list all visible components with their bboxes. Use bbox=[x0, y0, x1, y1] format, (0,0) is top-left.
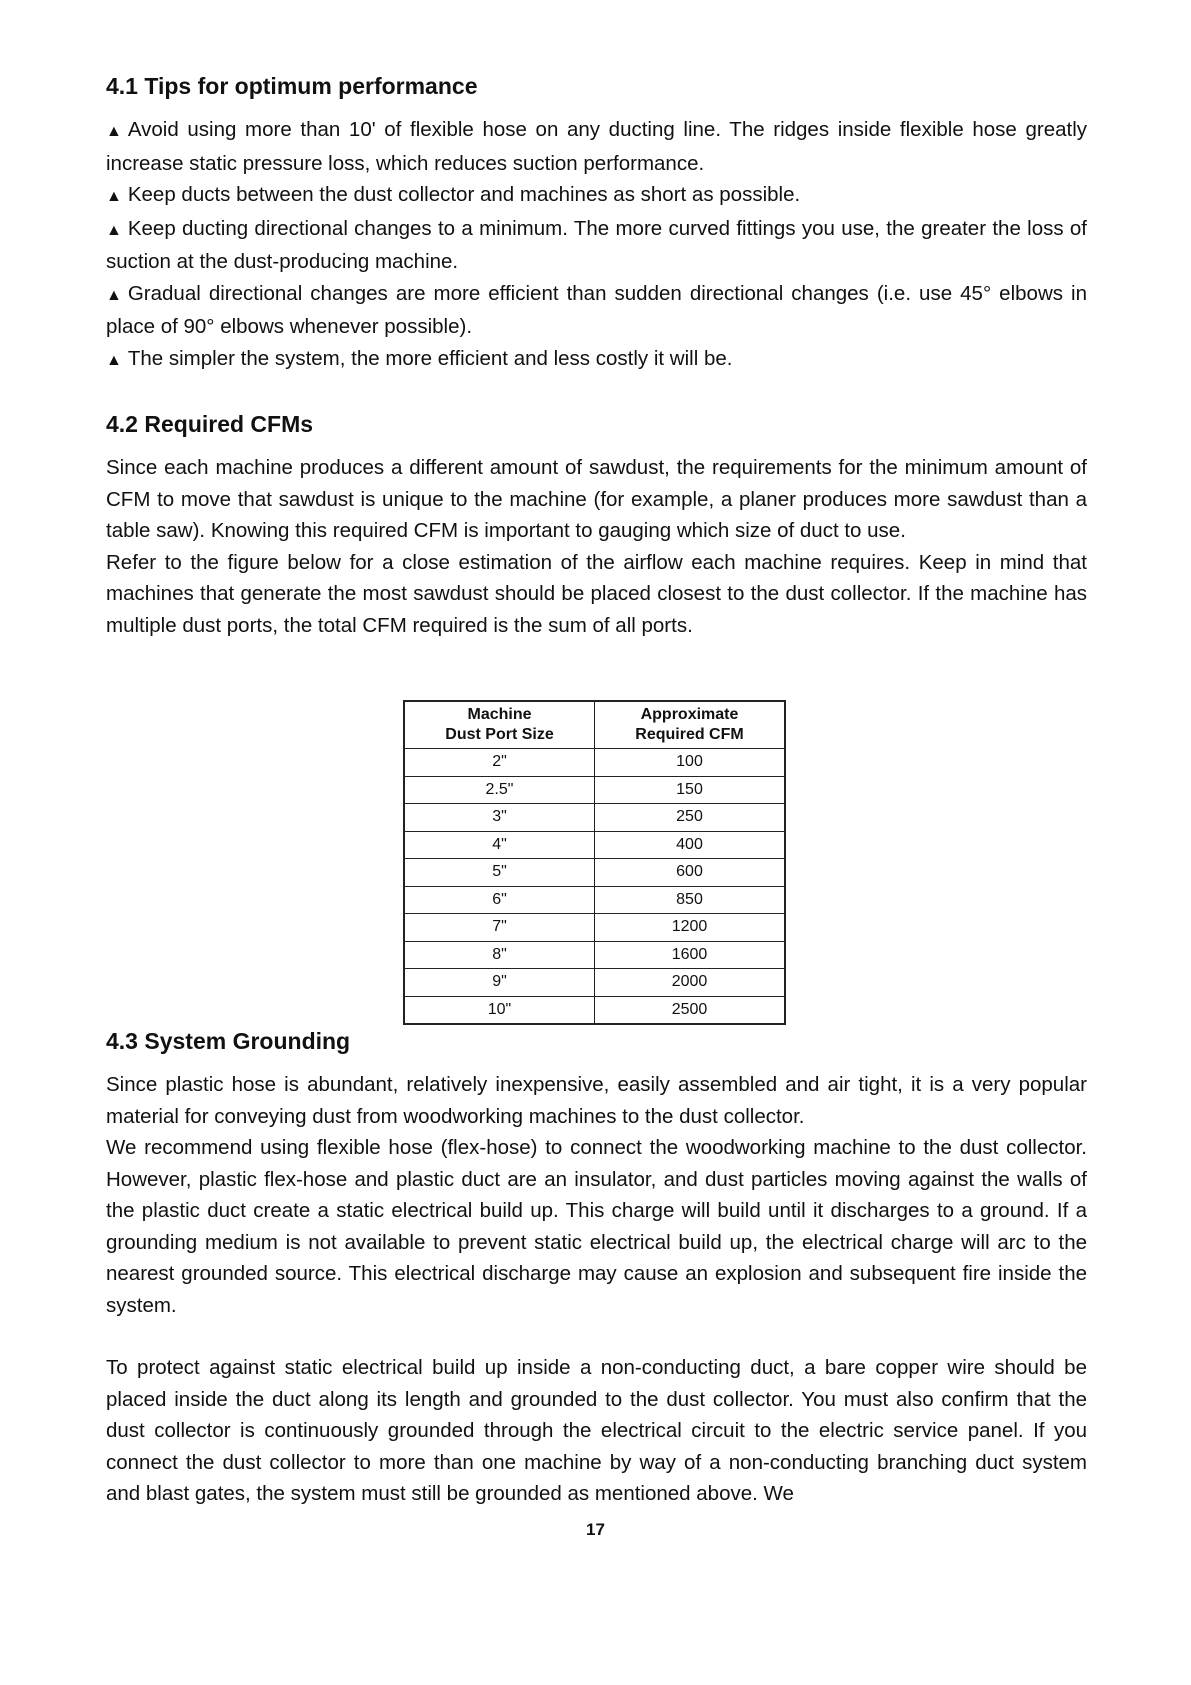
cfm-table bbox=[403, 700, 786, 1025]
page-number: 17 bbox=[586, 1520, 605, 1539]
header-required-cfm: Approximate Required CFM bbox=[595, 701, 786, 749]
cfm-paragraph: Since each machine produces a different amount of sawdust, the requirements for the minimum amount of CFM to move that sawdust is unique to the machine (for example, a planer produces more sawdust than a table saw). Knowing this required CFM is important to gauging which size of duct to use. bbox=[106, 456, 1087, 542]
triangle-bullet-icon: ▲ bbox=[106, 221, 122, 239]
table-row bbox=[404, 996, 785, 1024]
triangle-bullet-icon: ▲ bbox=[106, 286, 122, 304]
table-row bbox=[404, 969, 785, 997]
header-port-size: Machine Dust Port Size bbox=[404, 701, 595, 749]
tip-text: The simpler the system, the more efficient and less costly it will be. bbox=[127, 346, 733, 370]
tip-item bbox=[106, 213, 1087, 278]
section-title-tips: 4.1 Tips for optimum performance bbox=[106, 73, 478, 99]
tip-item bbox=[106, 278, 1087, 343]
cfm-cell: 850 bbox=[595, 886, 786, 914]
cfm-cell: 1600 bbox=[595, 941, 786, 969]
tips-list bbox=[106, 114, 1087, 376]
cfm-cell: 400 bbox=[595, 831, 786, 859]
table-row bbox=[404, 941, 785, 969]
section-title-cfm: 4.2 Required CFMs bbox=[106, 411, 314, 437]
tip-item bbox=[106, 114, 1087, 179]
tip-text: Keep ducting directional changes to a minimum. The more curved fittings you use, the greater the loss of suction at the dust-producing machine. bbox=[106, 216, 1087, 273]
cfm-cell: 150 bbox=[595, 776, 786, 804]
tip-text: Gradual directional changes are more efficient than sudden directional changes (i.e. use 45° elbows in place of 90° elbows whenever possible). bbox=[106, 281, 1087, 338]
table-row bbox=[404, 749, 785, 777]
port-size-cell: 10" bbox=[404, 996, 595, 1024]
port-size-cell: 9" bbox=[404, 969, 595, 997]
paragraph-gap bbox=[106, 1321, 1087, 1352]
cfm-cell: 100 bbox=[595, 749, 786, 777]
tip-text: Avoid using more than 10' of flexible hose on any ducting line. The ridges inside flexible hose greatly increase static pressure loss, which reduces suction performance. bbox=[106, 118, 1087, 175]
port-size-cell: 5" bbox=[404, 859, 595, 887]
table-row bbox=[404, 859, 785, 887]
cfm-paragraph: Refer to the figure below for a close estimation of the airflow each machine requires. Keep in mind that machines that generate the most sawdust should be placed closest to the dust collector. If the machine has multiple dust ports, the total CFM required is the sum of all ports. bbox=[106, 550, 1087, 637]
triangle-bullet-icon: ▲ bbox=[106, 123, 122, 140]
cfm-cell: 2000 bbox=[595, 969, 786, 997]
port-size-cell: 2.5" bbox=[404, 776, 595, 804]
port-size-cell: 7" bbox=[404, 914, 595, 942]
grounding-content bbox=[106, 1069, 1087, 1510]
table-row bbox=[404, 776, 785, 804]
port-size-cell: 8" bbox=[404, 941, 595, 969]
table-row bbox=[404, 804, 785, 832]
cfm-table-wrap bbox=[403, 700, 786, 1025]
tip-item bbox=[106, 343, 1087, 377]
tip-text: Keep ducts between the dust collector and machines as short as possible. bbox=[127, 183, 801, 206]
upper-content bbox=[106, 70, 1087, 641]
cfm-cell: 1200 bbox=[595, 914, 786, 942]
table-row bbox=[404, 831, 785, 859]
port-size-cell: 6" bbox=[404, 886, 595, 914]
grounding-paragraph: To protect against static electrical build up inside a non-conducting duct, a bare copper wire should be placed inside the duct along its length and grounded to the dust collector. You must also confirm that the dust collector is continuously grounded through the electrical circuit to the electric service panel. If you connect the dust collector to more than one machine by way of a non-conducting branching duct system and blast gates, the system must still be grounded as mentioned above. We bbox=[106, 1356, 1087, 1505]
table-row bbox=[404, 914, 785, 942]
cfm-cell: 250 bbox=[595, 804, 786, 832]
triangle-bullet-icon: ▲ bbox=[106, 351, 122, 369]
table-header-row bbox=[404, 701, 785, 749]
tip-item bbox=[106, 179, 1087, 213]
port-size-cell: 2" bbox=[404, 749, 595, 777]
triangle-bullet-icon: ▲ bbox=[106, 188, 122, 205]
grounding-paragraph: Since plastic hose is abundant, relatively inexpensive, easily assembled and air tight, it is a very popular material for conveying dust from woodworking machines to the dust collector. bbox=[106, 1073, 1087, 1128]
grounding-paragraph: We recommend using flexible hose (flex-hose) to connect the woodworking machine to the dust collector. However, plastic flex-hose and plastic duct are an insulator, and dust particles moving against the walls of the plastic duct create a static electrical build up. This charge will build until it discharges to a ground. If a grounding medium is not available to prevent static electrical build up, the electrical charge will arc to the nearest grounded source. This electrical discharge may cause an explosion and subsequent fire inside the system. bbox=[106, 1136, 1087, 1317]
section-title-grounding: 4.3 System Grounding bbox=[106, 1028, 351, 1054]
table-row bbox=[404, 886, 785, 914]
cfm-cell: 2500 bbox=[595, 996, 786, 1024]
port-size-cell: 3" bbox=[404, 804, 595, 832]
port-size-cell: 4" bbox=[404, 831, 595, 859]
cfm-cell: 600 bbox=[595, 859, 786, 887]
